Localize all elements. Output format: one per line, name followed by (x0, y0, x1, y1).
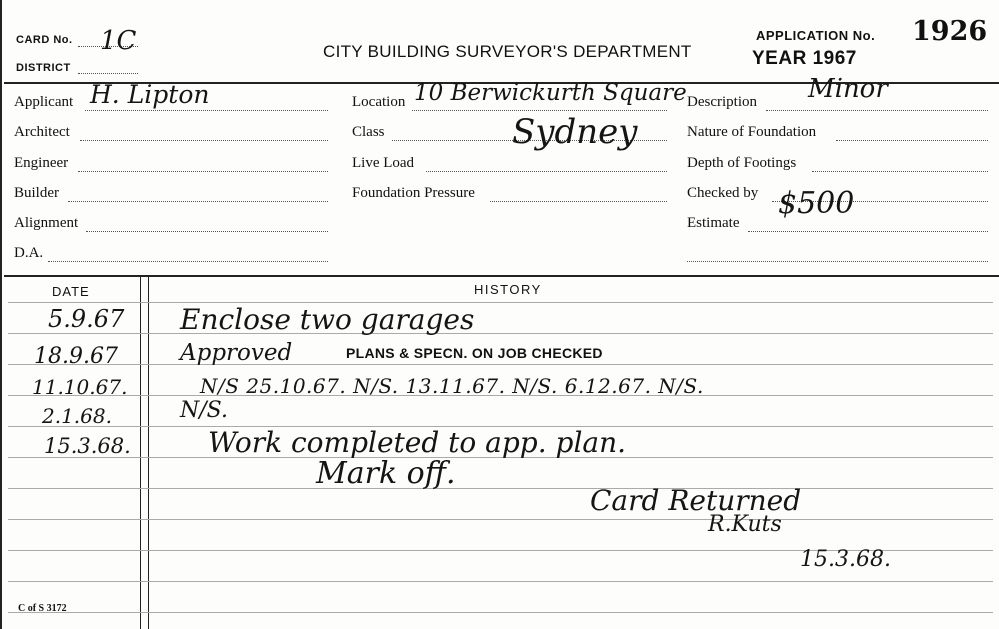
builder-dotline (68, 201, 328, 202)
architect-dotline (80, 140, 328, 141)
description-dotline (766, 110, 988, 111)
estimate-dotline (748, 231, 988, 232)
district-dotline (78, 73, 138, 74)
applicant-label: Applicant (14, 94, 74, 110)
history-date: 2.1.68. (42, 404, 112, 428)
date-header: DATE (52, 284, 90, 299)
ruled-line (8, 612, 993, 613)
history-header: HISTORY (474, 282, 542, 297)
da-dotline (48, 261, 328, 262)
live-load-dotline (426, 171, 667, 172)
ruled-line (8, 333, 993, 334)
department-title: CITY BUILDING SURVEYOR'S DEPARTMENT (323, 42, 692, 61)
nature-foundation-dotline (836, 140, 988, 141)
card-left-border (0, 0, 2, 629)
builder-label: Builder (14, 185, 59, 201)
foundation-pressure-label: Foundation Pressure (352, 185, 475, 201)
nature-foundation-label: Nature of Foundation (687, 124, 817, 140)
history-date: 11.10.67. (32, 375, 128, 399)
card-no-label: CARD No. (16, 34, 73, 46)
depth-footings-dotline (812, 171, 988, 172)
mark-off-note: Mark off. (316, 456, 456, 491)
ruled-line (8, 302, 993, 303)
engineer-dotline (78, 171, 328, 172)
alignment-label: Alignment (14, 215, 79, 231)
depth-footings-label: Depth of Footings (687, 155, 797, 171)
foundation-pressure-dotline (490, 201, 667, 202)
date-column-line-2 (148, 277, 149, 629)
history-date: 15.3.68. (44, 434, 131, 458)
ruled-line (8, 364, 993, 365)
location-label: Location (352, 94, 406, 110)
estimate-label: Estimate (687, 215, 740, 231)
blank-dotline (687, 261, 988, 262)
application-no-label: APPLICATION No. (756, 28, 876, 43)
plans-checked-stamp: PLANS & SPECN. ON JOB CHECKED (346, 345, 603, 361)
history-text: N/S. (180, 398, 228, 423)
history-text: N/S 25.10.67. N/S. 13.11.67. N/S. 6.12.67. N/S. (200, 374, 704, 398)
sign-date: 15.3.68. (800, 547, 891, 572)
ruled-line (8, 581, 993, 582)
location-dotline (412, 110, 667, 111)
ruled-line (8, 519, 993, 520)
application-no-value: 1926 (912, 16, 988, 47)
signature: R.Kuts (708, 512, 782, 537)
applicant-value: H. Lipton (90, 80, 210, 109)
da-label: D.A. (14, 245, 44, 261)
live-load-label: Live Load (352, 155, 415, 171)
location-value-line1: 10 Berwickurth Square (414, 80, 687, 106)
date-column-line (140, 277, 141, 629)
history-text: Work completed to app. plan. (208, 426, 627, 459)
district-label: DISTRICT (16, 62, 71, 74)
history-text: Approved (180, 340, 293, 366)
description-value: Minor (808, 74, 888, 104)
estimate-value: $500 (778, 186, 855, 221)
location-value-line2: Sydney (512, 112, 638, 152)
year-label: YEAR 1967 (752, 48, 857, 69)
alignment-dotline (86, 231, 328, 232)
architect-label: Architect (14, 124, 70, 140)
class-label: Class (352, 124, 385, 140)
history-divider (4, 275, 999, 277)
applicant-dotline (85, 110, 328, 111)
checked-by-label: Checked by (687, 185, 759, 201)
history-text: Enclose two garages (180, 303, 475, 336)
history-date: 5.9.67 (48, 305, 125, 333)
card-no-value: 1C (100, 26, 137, 56)
ruled-line (8, 488, 993, 489)
history-date: 18.9.67 (34, 344, 118, 369)
card-returned-note: Card Returned (590, 484, 802, 517)
engineer-label: Engineer (14, 155, 69, 171)
form-code: C of S 3172 (18, 603, 67, 614)
description-label: Description (687, 94, 757, 110)
